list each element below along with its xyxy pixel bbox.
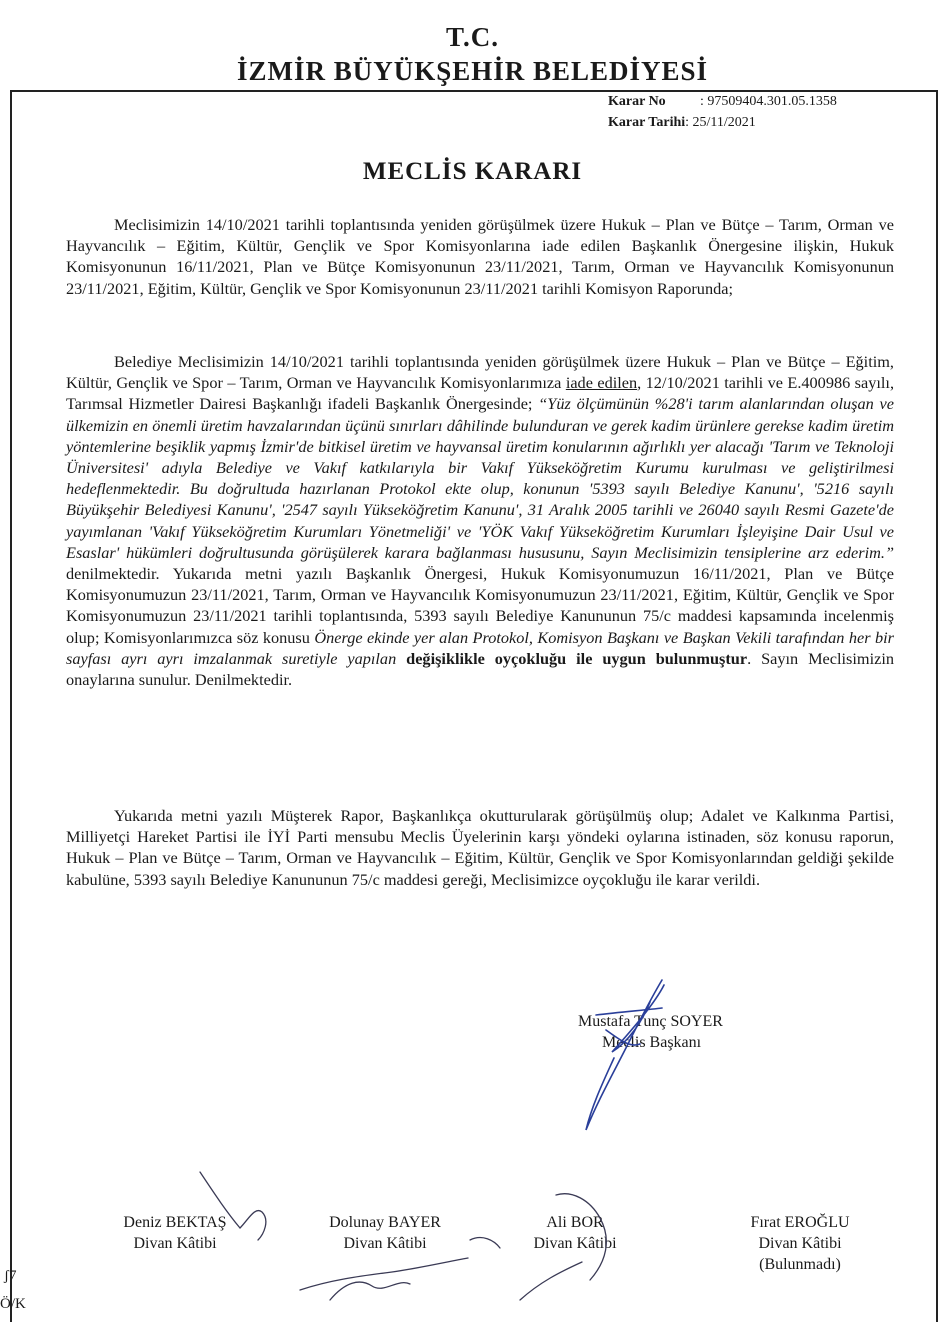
p2-part-d bbox=[396, 649, 406, 668]
paragraph-2-text bbox=[66, 351, 894, 690]
paragraph-3-text: Yukarıda metni yazılı Müşterek Rapor, Başkanlıkça okutturularak görüşülmüş olup; Adalet ve Kalkınma Partisi, Milliyetçi Hareket Partisi ile İYİ Parti mensubu Meclis Üyelerinin karşı yöndeki oylarına istinaden, söz konusu raporun, Hukuk – Plan ve Bütçe – Tarım, Orman ve Hayvancılık – Eğitim, Kültür, Gençlik ve Spor Komisyonlarından geldiği şekilde kabulüne, 5393 sayılı Belediye Kanununun 75/c maddesi gereği, Meclisimizce oyçokluğu ile karar verildi. bbox=[66, 806, 894, 889]
karar-tarihi bbox=[608, 115, 756, 131]
margin-code: Ö/K bbox=[0, 1296, 26, 1312]
document-title: MECLİS KARARI bbox=[362, 158, 583, 185]
signatory-3-name: Ali BOR bbox=[546, 1214, 604, 1231]
margin-mark: ʃ7 bbox=[4, 1268, 17, 1284]
header-tc: T.C. bbox=[445, 22, 499, 52]
p2-part-a: Belediye Meclisimizin 14/10/2021 tarihli toplantısında yeniden görüşülmek üzere Hukuk – Plan ve Bütçe – Eğitim, Kültür, Gençlik ve Spor – Tarım, Orman ve Hayvancılık Komisyonlarımıza bbox=[66, 352, 894, 393]
signatory-3-role: Divan Kâtibi bbox=[533, 1235, 617, 1252]
karar-tarihi-value: : 25/11/2021 bbox=[685, 115, 756, 130]
paragraph-2 bbox=[66, 351, 894, 690]
signatory-1 bbox=[95, 1212, 255, 1254]
karar-no-value: : 97509404.301.05.1358 bbox=[700, 94, 837, 109]
karar-no-label: Karar No bbox=[608, 94, 666, 109]
karar-tarihi-label: Karar Tarihi bbox=[608, 115, 686, 130]
header-institution: İZMİR BÜYÜKŞEHİR BELEDİYESİ bbox=[236, 56, 709, 86]
p2-italic-note: Önerge ekinde yer alan Protokol, Komisyon Başkanı ve Başkan Vekili tarafından her bir sayfası ayrı ayrı imzalanmak suretiyle yapılan bbox=[66, 627, 894, 668]
p2-part-b: , 12/10/2021 tarihli ve E.400986 sayılı, Tarımsal Hizmetler Dairesi Başkanlığı ifadeli Başkanlık Önergesinde; bbox=[66, 373, 895, 414]
chair-signature-block bbox=[578, 1011, 723, 1053]
paragraph-3 bbox=[66, 805, 894, 890]
signatory-2 bbox=[305, 1212, 465, 1254]
paragraph-1-text: Meclisimizin 14/10/2021 tarihli toplantısında yeniden görüşülmek üzere Hukuk – Plan ve Bütçe – Tarım, Orman ve Hayvancılık – Eğitim, Kültür, Gençlik ve Spor Komisyonlarına iade edilen Başkanlık Önergesine ilişkin, Hukuk Komisyonunun 16/11/2021, Plan ve Bütçe Komisyonunun 23/11/2021, Tarım, Orman ve Hayvancılık Komisyonunun 23/11/2021, Eğitim, Kültür, Gençlik ve Spor Komisyonunun 23/11/2021 tarihli Komisyon Raporunda; bbox=[66, 215, 894, 298]
p2-underlined: iade edilen bbox=[565, 373, 638, 393]
signatory-4-role: Divan Kâtibi bbox=[758, 1235, 842, 1252]
margin-note bbox=[0, 1262, 26, 1318]
signatory-1-role: Divan Kâtibi bbox=[133, 1235, 217, 1252]
p2-quote: “Yüz ölçümünün %28'i tarım alanlarından oluşan ve ülkemizin en önemli üretim havzalarından üçünü sınırları dâhilinde bulunduran ve gerek kadim ürünlere gerekse kadim üretim yöntemlerine beşiklik yapmış İzmir'de bitkisel üretim ve hayvansal üretim konularının ağırlıklı yer alacağı 'Tarım ve Teknoloji Üniversitesi' adıyla Belediye ve Vakıf katkılarıyla bir Vakıf Yükseköğretim Kurumu kurulması ve geliştirilmesi hedeflenmektedir. Bu doğrultuda hazırlanan Protokol ekte olup, konunun '5393 sayılı Belediye Kanunu', '5216 sayılı Büyükşehir Belediyesi Kanunu', '2547 sayılı Yükseköğretim Kanunu', 31 Aralık 2005 tarihli ve 26040 sayılı Resmi Gazete'de yayımlanan 'Vakıf Yükseköğretim Kurumları Yönetmeliği' ve 'YÖK Vakıf Yükseköğretim Kurumları İşleyişine Dair Usul ve Esaslar' hükümleri doğrultusunda görüşülerek karara bağlanması hususunu, Sayın Meclisimizin tensiplerine arz ederim.” bbox=[66, 394, 894, 562]
p2-part-e: . Sayın Meclisimizin onaylarına sunulur. Denilmektedir. bbox=[66, 648, 894, 690]
signatory-2-role: Divan Kâtibi bbox=[343, 1235, 427, 1252]
signatory-2-name: Dolunay BAYER bbox=[329, 1214, 441, 1231]
signatory-4-name: Fırat EROĞLU bbox=[750, 1214, 850, 1231]
signatory-4-note: (Bulunmadı) bbox=[759, 1256, 841, 1273]
signatory-1-name: Deniz BEKTAŞ bbox=[123, 1214, 227, 1231]
karar-no bbox=[608, 94, 837, 110]
paragraph-1 bbox=[66, 214, 894, 299]
p2-part-c: denilmektedir. Yukarıda metni yazılı Başkanlık Önergesi, Hukuk Komisyonumuzun 16/11/2021, Plan ve Bütçe Komisyonumuzun 23/11/2021, Tarım, Orman ve Hayvancılık Komisyonumuzun 23/11/2021, Eğitim, Kültür, Gençlik ve Spor Komisyonumuzun 23/11/2021 tarihli toplantısında, 5393 sayılı Belediye Kanununun 75/c maddesi kapsamında incelenmiş olup; Komisyonlarımızca söz konusu bbox=[66, 564, 894, 647]
signatory-4 bbox=[720, 1212, 880, 1275]
chair-role: Meclis Başkanı bbox=[602, 1034, 702, 1051]
signatory-3 bbox=[505, 1212, 645, 1254]
p2-bold-result: değişiklikle oyçokluğu ile uygun bulunmuştur bbox=[406, 648, 748, 668]
chair-name: Mustafa Tunç SOYER bbox=[578, 1013, 723, 1030]
